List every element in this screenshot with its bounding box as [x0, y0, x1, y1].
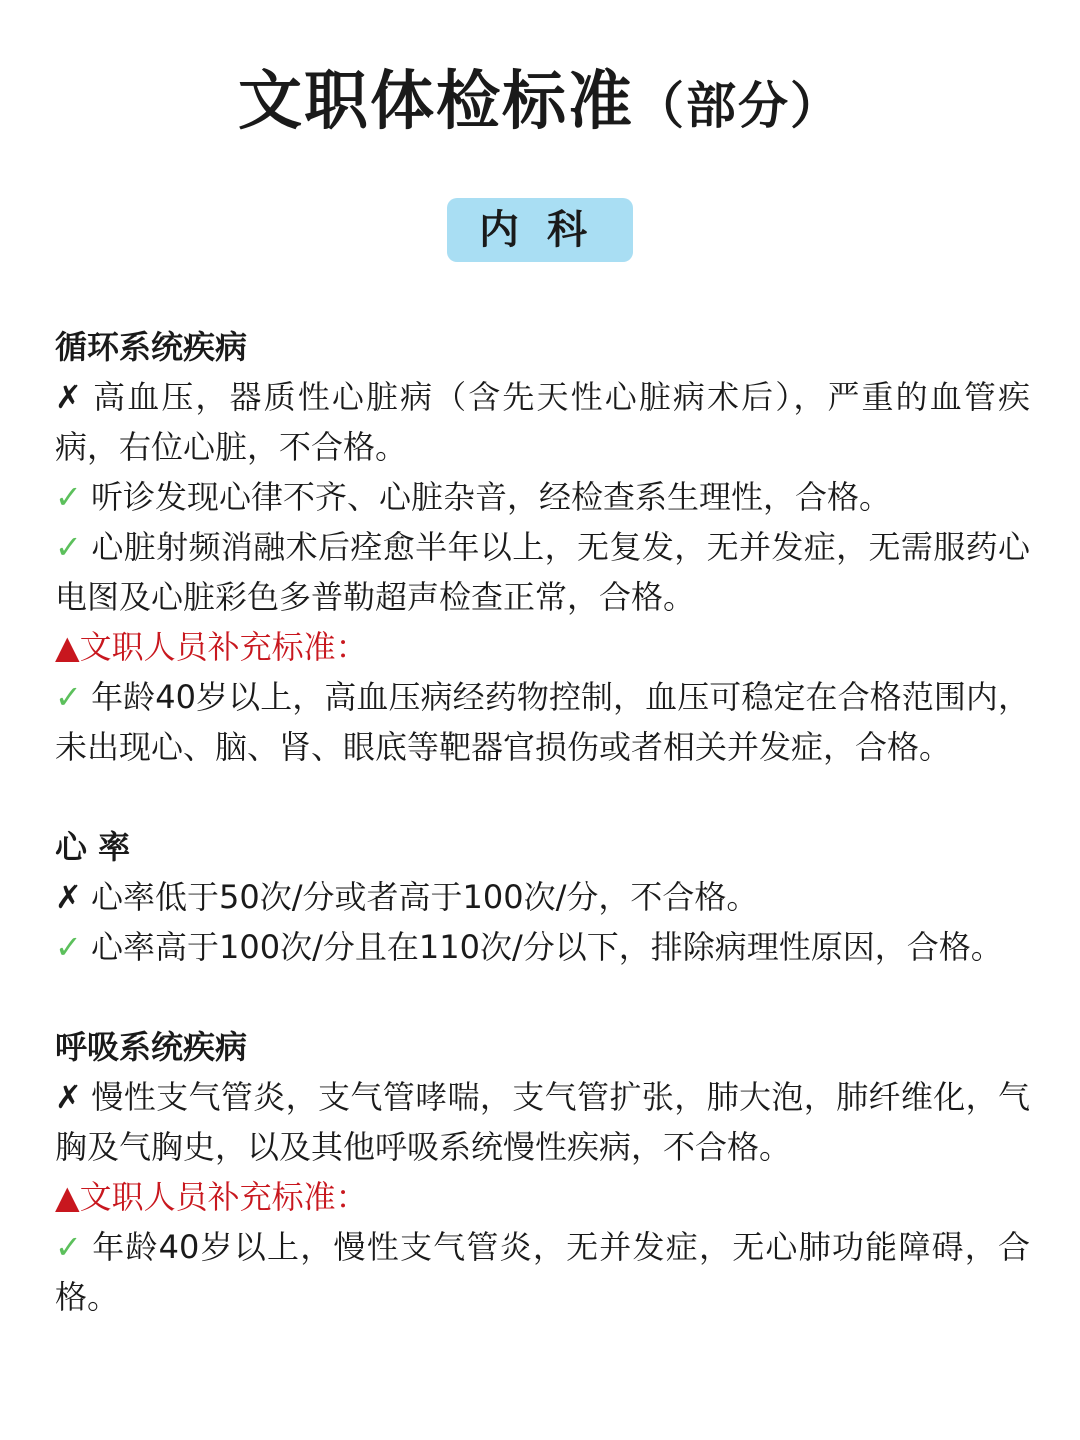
section-tag-row [0, 198, 1080, 262]
list-item [55, 1072, 1030, 1172]
section-heart-rate [55, 822, 1030, 972]
list-item [55, 672, 1030, 772]
item-text: 年龄40岁以上，高血压病经药物控制，血压可稳定在合格范围内，未出现心、脑、肾、眼底等靶器官损伤或者相关并发症，合格。 [55, 678, 1030, 766]
section-heading: 心 率 [55, 828, 131, 866]
item-text: 听诊发现心律不齐、心脏杂音，经检查系生理性，合格。 [91, 478, 892, 516]
supplement-label-text: 文职人员补充标准： [79, 1178, 368, 1216]
triangle-icon: ▲ [55, 628, 80, 666]
check-icon: ✓ [55, 478, 82, 516]
triangle-icon: ▲ [55, 1178, 80, 1216]
check-icon: ✓ [55, 528, 82, 566]
section-heading: 呼吸系统疾病 [55, 1028, 248, 1066]
supplement-label-text: 文职人员补充标准： [79, 628, 368, 666]
list-item [55, 372, 1030, 472]
title-suffix: （部分） [634, 77, 842, 135]
list-item [55, 472, 1030, 522]
supplement-label [55, 622, 1030, 672]
section-circulatory [55, 322, 1030, 772]
spacer [55, 972, 1030, 1022]
item-text: 心率高于100次/分且在110次/分以下，排除病理性原因，合格。 [91, 928, 1003, 966]
title-main: 文职体检标准 [238, 65, 634, 139]
cross-icon: ✗ [55, 1078, 82, 1116]
page-title [0, 62, 1080, 146]
check-icon: ✓ [55, 1228, 82, 1266]
section-tag-internal-medicine: 内科 [447, 198, 633, 262]
content [55, 322, 1030, 1322]
list-item [55, 522, 1030, 622]
cross-icon: ✗ [55, 378, 82, 416]
check-icon: ✓ [55, 928, 82, 966]
spacer [55, 772, 1030, 822]
check-icon: ✓ [55, 678, 82, 716]
item-text: 心率低于50次/分或者高于100次/分，不合格。 [91, 878, 759, 916]
item-text: 年龄40岁以上，慢性支气管炎，无并发症，无心肺功能障碍，合格。 [55, 1228, 1030, 1316]
section-respiratory [55, 1022, 1030, 1322]
item-text: 高血压，器质性心脏病（含先天性心脏病术后），严重的血管疾病，右位心脏，不合格。 [55, 378, 1030, 466]
item-text: 心脏射频消融术后痊愈半年以上，无复发，无并发症，无需服药心电图及心脏彩色多普勒超声检查正常，合格。 [55, 528, 1030, 616]
list-item [55, 872, 1030, 922]
list-item [55, 922, 1030, 972]
section-heading: 循环系统疾病 [55, 328, 248, 366]
item-text: 慢性支气管炎，支气管哮喘，支气管扩张，肺大泡，肺纤维化，气胸及气胸史，以及其他呼吸系统慢性疾病，不合格。 [55, 1078, 1030, 1166]
list-item [55, 1222, 1030, 1322]
cross-icon: ✗ [55, 878, 82, 916]
supplement-label [55, 1172, 1030, 1222]
